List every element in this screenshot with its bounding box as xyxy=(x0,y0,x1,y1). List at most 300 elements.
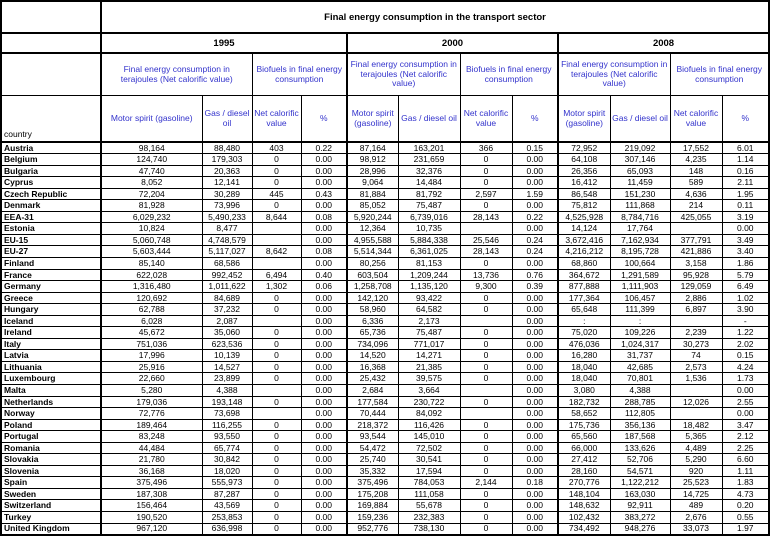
value-cell xyxy=(460,408,512,420)
value-cell: 6,897 xyxy=(670,304,722,316)
value-cell: 218,372 xyxy=(347,419,398,431)
value-cell: 0 xyxy=(460,292,512,304)
value-cell: 0.00 xyxy=(301,396,347,408)
value-cell: 156,464 xyxy=(101,500,202,512)
value-cell: 751,036 xyxy=(101,338,202,350)
value-cell: 1.11 xyxy=(722,465,769,477)
value-cell: 1.73 xyxy=(722,373,769,385)
country-cell: EU-27 xyxy=(1,246,101,258)
value-cell: 14,484 xyxy=(398,177,460,189)
value-cell: 231,659 xyxy=(398,154,460,166)
value-cell: 109,226 xyxy=(610,327,670,339)
value-cell: 0.16 xyxy=(722,165,769,177)
value-cell: 0.00 xyxy=(301,165,347,177)
country-cell: Czech Republic xyxy=(1,188,101,200)
country-cell: Romania xyxy=(1,442,101,454)
value-cell: 64,582 xyxy=(398,304,460,316)
value-cell: 9,064 xyxy=(347,177,398,189)
value-cell: 232,383 xyxy=(398,512,460,524)
value-cell: 52,706 xyxy=(610,454,670,466)
value-cell: 0 xyxy=(460,177,512,189)
table-row xyxy=(1,488,769,500)
value-cell: 102,432 xyxy=(558,512,610,524)
value-cell: 87,287 xyxy=(202,488,252,500)
value-cell: 0.22 xyxy=(512,211,558,223)
value-cell: 27,412 xyxy=(558,454,610,466)
value-cell: 190,520 xyxy=(101,512,202,524)
value-cell: 5.79 xyxy=(722,269,769,281)
value-cell: 6,336 xyxy=(347,315,398,327)
value-cell: 425,055 xyxy=(670,211,722,223)
corner-blank-cell xyxy=(1,53,101,96)
value-cell: 0.00 xyxy=(512,384,558,396)
value-cell: 145,010 xyxy=(398,431,460,443)
value-cell: 98,912 xyxy=(347,154,398,166)
value-cell: 1,135,120 xyxy=(398,281,460,293)
value-cell: 0 xyxy=(460,454,512,466)
value-cell xyxy=(670,223,722,235)
value-cell: 193,148 xyxy=(202,396,252,408)
value-cell: 2.12 xyxy=(722,431,769,443)
value-cell: 5,884,338 xyxy=(398,234,460,246)
value-cell: 14,124 xyxy=(558,223,610,235)
value-cell: 214 xyxy=(670,200,722,212)
table-row xyxy=(1,223,769,235)
value-cell: 37,232 xyxy=(202,304,252,316)
value-cell: 6.01 xyxy=(722,142,769,154)
country-cell: Germany xyxy=(1,281,101,293)
table-row xyxy=(1,211,769,223)
table-body xyxy=(1,142,769,535)
value-cell: 4,525,928 xyxy=(558,211,610,223)
value-cell: 68,860 xyxy=(558,257,610,269)
value-cell xyxy=(460,384,512,396)
value-cell: 0.00 xyxy=(301,419,347,431)
value-cell: 64,108 xyxy=(558,154,610,166)
value-cell: 0 xyxy=(460,304,512,316)
value-cell: 476,036 xyxy=(558,338,610,350)
value-cell: 0.00 xyxy=(301,177,347,189)
value-cell: - xyxy=(722,315,769,327)
country-cell: Poland xyxy=(1,419,101,431)
table-row xyxy=(1,384,769,396)
value-cell: 0 xyxy=(252,338,301,350)
value-cell: 32,376 xyxy=(398,165,460,177)
value-cell: 952,776 xyxy=(347,523,398,535)
value-cell: 189,464 xyxy=(101,419,202,431)
value-cell: 0.00 xyxy=(512,442,558,454)
value-cell: 1.59 xyxy=(512,188,558,200)
value-cell: 8,642 xyxy=(252,246,301,258)
table-row xyxy=(1,477,769,489)
value-cell: 0 xyxy=(460,523,512,535)
value-cell: 3.40 xyxy=(722,246,769,258)
value-cell: 23,899 xyxy=(202,373,252,385)
value-cell: 1.22 xyxy=(722,327,769,339)
value-cell: 39,575 xyxy=(398,373,460,385)
value-cell: 2,144 xyxy=(460,477,512,489)
value-cell: 25,523 xyxy=(670,477,722,489)
value-cell: 10,735 xyxy=(398,223,460,235)
value-cell: 12,141 xyxy=(202,177,252,189)
value-cell: 30,541 xyxy=(398,454,460,466)
value-cell: 30,842 xyxy=(202,454,252,466)
value-cell: 307,146 xyxy=(610,154,670,166)
value-cell: 383,272 xyxy=(610,512,670,524)
value-cell: 33,073 xyxy=(670,523,722,535)
value-cell: 106,457 xyxy=(610,292,670,304)
value-cell: 0 xyxy=(460,338,512,350)
value-cell: 26,356 xyxy=(558,165,610,177)
country-cell: EU-15 xyxy=(1,234,101,246)
value-cell: 0.00 xyxy=(512,373,558,385)
value-cell: 8,784,716 xyxy=(610,211,670,223)
value-cell: 0.24 xyxy=(512,246,558,258)
value-cell: 65,560 xyxy=(558,431,610,443)
value-cell: 124,740 xyxy=(101,154,202,166)
value-cell: 75,812 xyxy=(558,200,610,212)
value-cell: 18,040 xyxy=(558,373,610,385)
value-cell: 120,692 xyxy=(101,292,202,304)
value-cell: 375,496 xyxy=(101,477,202,489)
value-cell: 0 xyxy=(252,373,301,385)
value-cell: 70,444 xyxy=(347,408,398,420)
value-cell: 0.39 xyxy=(512,281,558,293)
value-cell: 4,636 xyxy=(670,188,722,200)
year-header-2008: 2008 xyxy=(558,33,769,53)
value-cell: 47,740 xyxy=(101,165,202,177)
value-cell: 1.14 xyxy=(722,154,769,166)
value-cell: 0 xyxy=(252,304,301,316)
value-cell: 0.00 xyxy=(512,500,558,512)
country-cell: Lithuania xyxy=(1,361,101,373)
country-cell: Bulgaria xyxy=(1,165,101,177)
value-cell: 17,996 xyxy=(101,350,202,362)
value-cell: 5,490,233 xyxy=(202,211,252,223)
table-row xyxy=(1,177,769,189)
value-cell: 1,291,589 xyxy=(610,269,670,281)
value-cell: 3,080 xyxy=(558,384,610,396)
value-cell: 72,776 xyxy=(101,408,202,420)
value-cell: 2.55 xyxy=(722,396,769,408)
value-cell: 5,290 xyxy=(670,454,722,466)
value-cell: 73,996 xyxy=(202,200,252,212)
value-cell: 36,168 xyxy=(101,465,202,477)
value-cell: 72,204 xyxy=(101,188,202,200)
table-row xyxy=(1,350,769,362)
value-cell: 0.00 xyxy=(512,396,558,408)
value-cell: 187,568 xyxy=(610,431,670,443)
value-cell: 16,368 xyxy=(347,361,398,373)
value-cell: 44,484 xyxy=(101,442,202,454)
country-column-header: country xyxy=(1,96,101,143)
value-cell: 489 xyxy=(670,500,722,512)
value-cell: 0 xyxy=(460,500,512,512)
value-cell: 81,928 xyxy=(101,200,202,212)
value-cell xyxy=(252,384,301,396)
value-cell: 589 xyxy=(670,177,722,189)
table-row xyxy=(1,338,769,350)
value-cell: 0 xyxy=(252,442,301,454)
value-cell: 0.00 xyxy=(301,477,347,489)
value-cell: 0.00 xyxy=(512,177,558,189)
value-cell: 74 xyxy=(670,350,722,362)
value-cell: 0 xyxy=(460,327,512,339)
value-cell: 230,722 xyxy=(398,396,460,408)
value-cell: 81,792 xyxy=(398,188,460,200)
value-cell: 68,586 xyxy=(202,257,252,269)
value-cell: 28,996 xyxy=(347,165,398,177)
value-cell: : xyxy=(610,315,670,327)
value-cell: 1,536 xyxy=(670,373,722,385)
value-cell: 555,973 xyxy=(202,477,252,489)
value-cell: 179,036 xyxy=(101,396,202,408)
value-cell: 151,230 xyxy=(610,188,670,200)
value-cell: 177,584 xyxy=(347,396,398,408)
value-cell: 603,504 xyxy=(347,269,398,281)
value-cell: 0 xyxy=(460,442,512,454)
value-cell: 2,597 xyxy=(460,188,512,200)
value-cell: 6,029,232 xyxy=(101,211,202,223)
country-cell: EEA-31 xyxy=(1,211,101,223)
value-cell: 81,884 xyxy=(347,188,398,200)
value-cell: 4.73 xyxy=(722,488,769,500)
value-cell: 0.20 xyxy=(722,500,769,512)
table-row xyxy=(1,165,769,177)
group-consumption-2000: Final energy consumption in terajoules (Net calorific value) xyxy=(347,53,460,96)
value-cell: 2,087 xyxy=(202,315,252,327)
value-cell: 2,573 xyxy=(670,361,722,373)
value-cell: 288,785 xyxy=(610,396,670,408)
table-row xyxy=(1,142,769,154)
value-cell: 66,000 xyxy=(558,442,610,454)
country-cell: Estonia xyxy=(1,223,101,235)
value-cell: 54,571 xyxy=(610,465,670,477)
col-net-calorific-1995: Net calorific value xyxy=(252,96,301,143)
value-cell: 0.06 xyxy=(301,281,347,293)
value-cell xyxy=(670,315,722,327)
value-cell: 159,236 xyxy=(347,512,398,524)
value-cell: 25,432 xyxy=(347,373,398,385)
year-header-1995: 1995 xyxy=(101,33,347,53)
value-cell: 25,740 xyxy=(347,454,398,466)
value-cell: 6,361,025 xyxy=(398,246,460,258)
group-header-row xyxy=(1,53,769,96)
value-cell: 622,028 xyxy=(101,269,202,281)
value-cell: 1,111,903 xyxy=(610,281,670,293)
value-cell: 0 xyxy=(460,200,512,212)
value-cell: 0 xyxy=(252,292,301,304)
value-cell: 0 xyxy=(252,419,301,431)
value-cell: 93,544 xyxy=(347,431,398,443)
value-cell: 93,422 xyxy=(398,292,460,304)
value-cell: 65,736 xyxy=(347,327,398,339)
value-cell: 0.00 xyxy=(301,431,347,443)
col-motor-spirit-2008: Motor spirit (gasoline) xyxy=(558,96,610,143)
value-cell: 111,058 xyxy=(398,488,460,500)
value-cell: 1,302 xyxy=(252,281,301,293)
value-cell: 8,195,728 xyxy=(610,246,670,258)
table-row xyxy=(1,292,769,304)
value-cell: 0.00 xyxy=(722,384,769,396)
table-row xyxy=(1,465,769,477)
value-cell: 112,805 xyxy=(610,408,670,420)
value-cell: 85,140 xyxy=(101,257,202,269)
value-cell: 0.00 xyxy=(301,454,347,466)
group-biofuels-2008: Biofuels in final energy consumption xyxy=(670,53,769,96)
value-cell: 84,092 xyxy=(398,408,460,420)
value-cell: 734,492 xyxy=(558,523,610,535)
value-cell: 5,920,244 xyxy=(347,211,398,223)
value-cell: 182,732 xyxy=(558,396,610,408)
value-cell: 0 xyxy=(460,361,512,373)
value-cell xyxy=(670,408,722,420)
value-cell: 0.00 xyxy=(512,338,558,350)
value-cell: 142,120 xyxy=(347,292,398,304)
value-cell: 0 xyxy=(252,200,301,212)
value-cell: 92,911 xyxy=(610,500,670,512)
value-cell: 0.00 xyxy=(512,154,558,166)
value-cell: 6,494 xyxy=(252,269,301,281)
value-cell: 0 xyxy=(252,454,301,466)
value-cell: 0.22 xyxy=(301,142,347,154)
country-cell: Spain xyxy=(1,477,101,489)
value-cell: 948,276 xyxy=(610,523,670,535)
col-gas-diesel-2000: Gas / diesel oil xyxy=(398,96,460,143)
value-cell: 1.95 xyxy=(722,188,769,200)
value-cell: 734,096 xyxy=(347,338,398,350)
value-cell: 1,209,244 xyxy=(398,269,460,281)
value-cell: 0.00 xyxy=(301,154,347,166)
value-cell: 187,308 xyxy=(101,488,202,500)
value-cell: 0 xyxy=(460,373,512,385)
value-cell: 129,059 xyxy=(670,281,722,293)
value-cell: 967,120 xyxy=(101,523,202,535)
value-cell xyxy=(670,384,722,396)
value-cell: 0.18 xyxy=(512,477,558,489)
value-cell: 0 xyxy=(460,419,512,431)
value-cell: 8,644 xyxy=(252,211,301,223)
table-row xyxy=(1,246,769,258)
value-cell: 0.00 xyxy=(301,327,347,339)
value-cell: 0.00 xyxy=(301,257,347,269)
value-cell xyxy=(252,223,301,235)
value-cell: 2.25 xyxy=(722,442,769,454)
value-cell: 0.00 xyxy=(512,523,558,535)
value-cell: 0.08 xyxy=(301,211,347,223)
col-motor-spirit-2000: Motor spirit (gasoline) xyxy=(347,96,398,143)
value-cell: 116,426 xyxy=(398,419,460,431)
value-cell: 4,388 xyxy=(610,384,670,396)
table-row xyxy=(1,523,769,535)
value-cell: 18,020 xyxy=(202,465,252,477)
value-cell: 3,672,416 xyxy=(558,234,610,246)
value-cell: 0 xyxy=(252,350,301,362)
country-cell: Norway xyxy=(1,408,101,420)
value-cell: 16,412 xyxy=(558,177,610,189)
value-cell: 0.00 xyxy=(301,442,347,454)
value-cell: 43,569 xyxy=(202,500,252,512)
country-cell: Cyprus xyxy=(1,177,101,189)
value-cell: 0 xyxy=(252,396,301,408)
value-cell: 403 xyxy=(252,142,301,154)
value-cell: 0.00 xyxy=(512,292,558,304)
value-cell: 2,173 xyxy=(398,315,460,327)
value-cell: 100,664 xyxy=(610,257,670,269)
country-cell: Italy xyxy=(1,338,101,350)
value-cell: 3.90 xyxy=(722,304,769,316)
value-cell: 0 xyxy=(252,327,301,339)
value-cell: 0.43 xyxy=(301,188,347,200)
country-cell: Malta xyxy=(1,384,101,396)
value-cell: 1,024,317 xyxy=(610,338,670,350)
value-cell: 0.00 xyxy=(512,200,558,212)
corner-blank-cell xyxy=(1,1,101,33)
value-cell: 86,548 xyxy=(558,188,610,200)
value-cell: 0.00 xyxy=(512,419,558,431)
value-cell: 75,487 xyxy=(398,200,460,212)
title-row xyxy=(1,1,769,33)
value-cell: 35,332 xyxy=(347,465,398,477)
col-net-calorific-2000: Net calorific value xyxy=(460,96,512,143)
value-cell: 0.00 xyxy=(722,223,769,235)
country-cell: Netherlands xyxy=(1,396,101,408)
table-row xyxy=(1,315,769,327)
value-cell: 0.76 xyxy=(512,269,558,281)
value-cell: 21,780 xyxy=(101,454,202,466)
value-cell: 0.00 xyxy=(512,165,558,177)
value-cell: 8,052 xyxy=(101,177,202,189)
value-cell: 4.24 xyxy=(722,361,769,373)
value-cell: 0.00 xyxy=(301,488,347,500)
country-cell: Luxembourg xyxy=(1,373,101,385)
table-row xyxy=(1,234,769,246)
table-row xyxy=(1,408,769,420)
value-cell: 70,801 xyxy=(610,373,670,385)
value-cell: 2.02 xyxy=(722,338,769,350)
col-motor-spirit-1995: Motor spirit (gasoline) xyxy=(101,96,202,143)
value-cell: 175,208 xyxy=(347,488,398,500)
value-cell: : xyxy=(558,315,610,327)
group-consumption-2008: Final energy consumption in terajoules (Net calorific value) xyxy=(558,53,670,96)
value-cell: 0.55 xyxy=(722,512,769,524)
value-cell: 0 xyxy=(460,257,512,269)
value-cell: 0.11 xyxy=(722,200,769,212)
value-cell: 175,736 xyxy=(558,419,610,431)
country-cell: Slovenia xyxy=(1,465,101,477)
value-cell: 17,764 xyxy=(610,223,670,235)
table-row xyxy=(1,454,769,466)
value-cell: 9,300 xyxy=(460,281,512,293)
value-cell: 7,162,934 xyxy=(610,234,670,246)
country-cell: Latvia xyxy=(1,350,101,362)
value-cell: 25,546 xyxy=(460,234,512,246)
value-cell: 0 xyxy=(252,488,301,500)
value-cell: 30,289 xyxy=(202,188,252,200)
value-cell: 65,774 xyxy=(202,442,252,454)
col-percent-1995: % xyxy=(301,96,347,143)
value-cell: 3.19 xyxy=(722,211,769,223)
value-cell: 1.83 xyxy=(722,477,769,489)
country-cell: Greece xyxy=(1,292,101,304)
value-cell: 73,698 xyxy=(202,408,252,420)
country-cell: Austria xyxy=(1,142,101,154)
value-cell: 1,122,212 xyxy=(610,477,670,489)
value-cell: 5,514,344 xyxy=(347,246,398,258)
value-cell: 0.00 xyxy=(301,292,347,304)
value-cell: 1.02 xyxy=(722,292,769,304)
corner-blank-cell xyxy=(1,33,101,53)
